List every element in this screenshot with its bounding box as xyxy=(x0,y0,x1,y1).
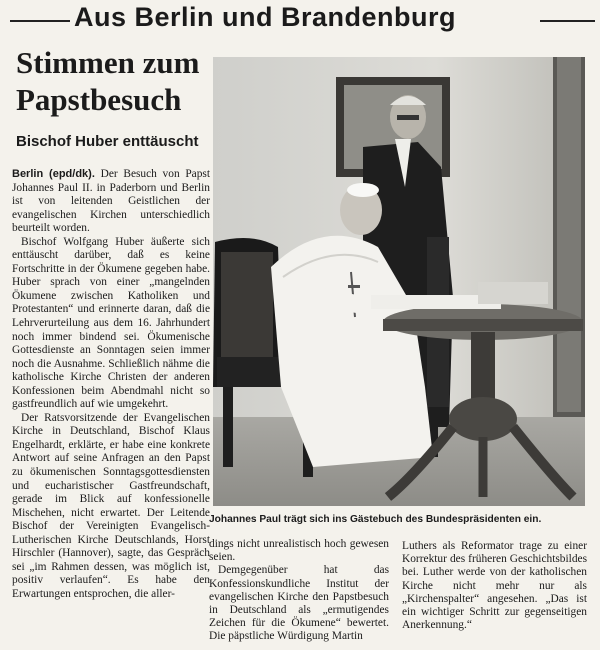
paragraph-3-continuation: dings nicht unrealistisch hoch gewesen seien. xyxy=(209,538,389,564)
article-paragraph-3: Der Ratsvorsitzende der Evangelischen Kirche in Deutschland, Bischof Klaus Engelhardt, erklärte, er habe eine konkrete Antwort auf seine Anfragen an den Papst zu ökumenischen Sonntagsgottesdiensten und eucharistischer Gastfreundschaft, gerade im Blick auf konfessionelle Mischehen, nicht erwartet. Der Leitende Bischof der Vereinigten Evangelisch-Lutherischen Kirche Deutschlands, Horst Hirschler (Hannover), sagte, das Gespräch sei „im Rahmen dessen, was möglich ist, positiv verlaufen“. Es habe den Erwartungen entsprochen, die aller- xyxy=(12,411,210,600)
section-rule-right xyxy=(540,20,595,22)
article-subhead: Bischof Huber enttäuscht xyxy=(16,133,199,150)
news-photo xyxy=(213,57,585,506)
article-headline: Stimmen zum Papstbesuch xyxy=(16,45,200,117)
section-rule-left xyxy=(10,20,70,22)
article-paragraph-4: Demgegenüber hat das Konfessionskundliche Institut der evangelischen Kirche den Papstbesuch in Deutschland als „ermutigendes Zeichen für die Ökumene“ bewertet. Die päpstliche Würdigung Martin xyxy=(209,564,389,643)
article-column-left xyxy=(12,168,210,602)
photo-caption: Johannes Paul trägt sich ins Gästebuch des Bundespräsidenten ein. xyxy=(209,514,542,525)
section-title: Aus Berlin und Brandenburg xyxy=(74,2,457,32)
paragraph-1-text: Der Besuch von Papst Johannes Paul II. in Paderborn und Berlin ist von leitenden Geistlichen der evangelischen Kirchen unterschiedlich beurteilt worden. xyxy=(12,168,211,235)
article-paragraph-1 xyxy=(12,168,210,236)
article-column-middle xyxy=(209,538,389,644)
section-header xyxy=(0,0,600,40)
paragraph-4-continuation: Luthers als Reformator trage zu einer Korrektur des früheren Geschichtsbildes bei. Luther werde von der katholischen Kirche nicht mehr nur als „Kirchenspalter“ angesehen. „Das ist ein wichtiger Schritt zur gegenseitigen Anerkennung.“ xyxy=(402,540,587,632)
article-paragraph-2: Bischof Wolfgang Huber äußerte sich enttäuscht darüber, daß es keine Fortschritte in der Ökumene gegeben habe. Huber sprach von einer „mangelnden Ökumene zwischen Katholiken und Protestanten“ und erinnerte daran, daß die Lehrverurteilung aus dem 16. Jahrhundert noch immer bindend sei. Ökumenische Gottesdienste an Sonntagen seien immer noch die Ausnahme. Schließlich nähme die katholische Kirche Christen der anderen Konfessionen beim Abendmahl nicht so gastfreundlich auf wie umgekehrt. xyxy=(12,235,210,411)
dateline: Berlin (epd/dk). xyxy=(12,168,95,180)
article-column-right xyxy=(402,540,587,632)
